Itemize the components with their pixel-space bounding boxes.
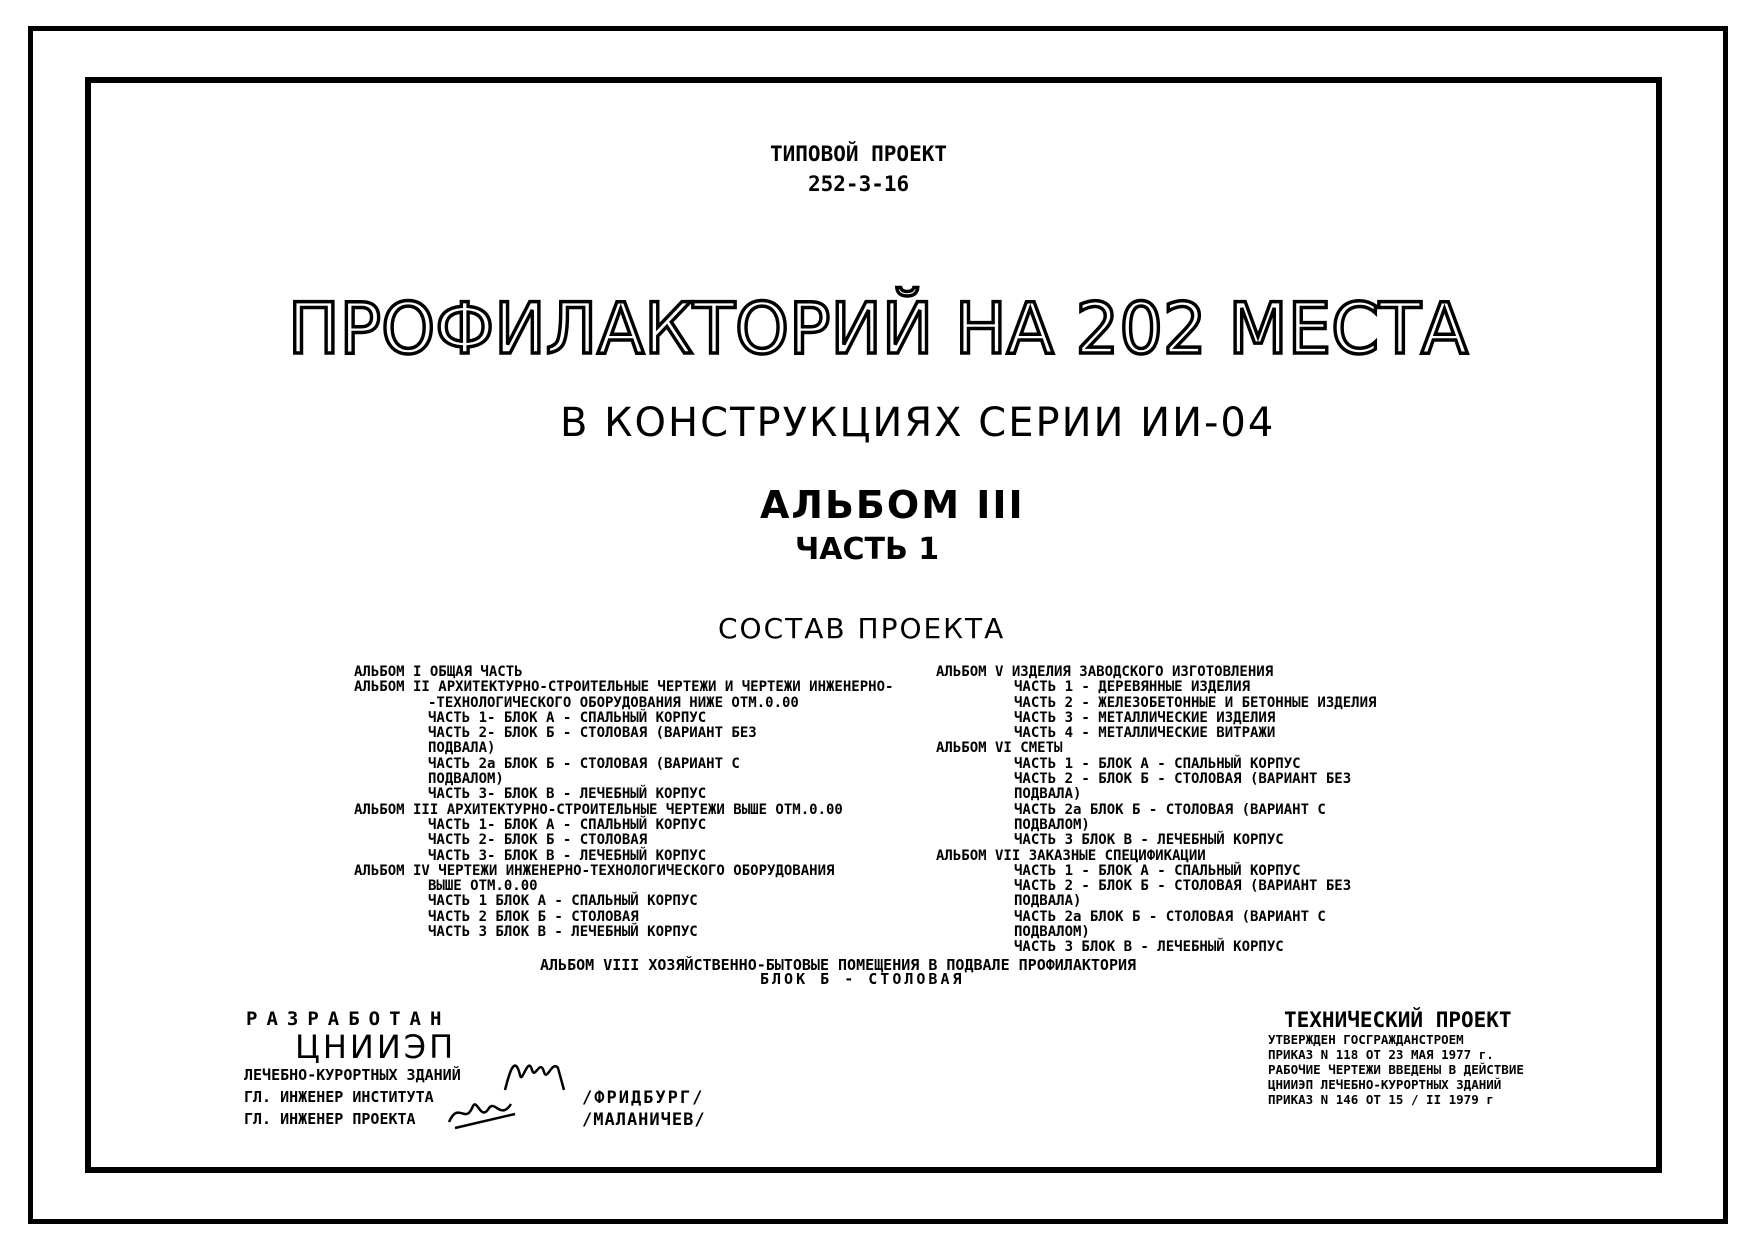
composition-item: ЧАСТЬ 3 БЛОК В - ЛЕЧЕБНЫЙ КОРПУС <box>428 924 698 941</box>
composition-item: ЧАСТЬ 3 - МЕТАЛЛИЧЕСКИЕ ИЗДЕЛИЯ <box>1014 709 1276 726</box>
composition-item: ЧАСТЬ 3 БЛОК В - ЛЕЧЕБНЫЙ КОРПУС <box>1014 939 1284 956</box>
composition-item: АЛЬБОМ II АРХИТЕКТУРНО-СТРОИТЕЛЬНЫЕ ЧЕРТЕЖИ И ЧЕРТЕЖИ ИНЖЕНЕРНО- <box>354 679 894 696</box>
composition-item: ЧАСТЬ 2а БЛОК Б - СТОЛОВАЯ (ВАРИАНТ С <box>1014 801 1326 818</box>
composition-item: ЧАСТЬ 2 - БЛОК Б - СТОЛОВАЯ (ВАРИАНТ БЕЗ <box>1014 878 1352 895</box>
composition-item: ПОДВАЛОМ) <box>428 771 504 788</box>
album-8-line: АЛЬБОМ VIII ХОЗЯЙСТВЕННО-БЫТОВЫЕ ПОМЕЩЕНИЯ В ПОДВАЛЕ ПРОФИЛАКТОРИЯ <box>540 956 1137 974</box>
tech-project-line: РАБОЧИЕ ЧЕРТЕЖИ ВВЕДЕНЫ В ДЕЙСТВИЕ <box>1268 1062 1524 1077</box>
main-title <box>288 285 1478 365</box>
album-8-block: БЛОК Б - СТОЛОВАЯ <box>760 970 965 988</box>
name-malanichev: /МАЛАНИЧЕВ/ <box>582 1110 706 1130</box>
composition-left-column <box>354 665 893 940</box>
tech-project-line: УТВЕРЖДЕН ГОСГРАЖДАНСТРОЕМ <box>1268 1032 1464 1047</box>
composition-item: ЧАСТЬ 2а БЛОК Б - СТОЛОВАЯ (ВАРИАНТ С <box>1014 908 1326 925</box>
main-title-text: ПРОФИЛАКТОРИЙ НА 202 МЕСТА <box>288 288 1469 365</box>
composition-item: ЧАСТЬ 1- БЛОК А - СПАЛЬНЫЙ КОРПУС <box>428 709 707 726</box>
composition-item: ЧАСТЬ 2 - БЛОК Б - СТОЛОВАЯ (ВАРИАНТ БЕЗ <box>1014 771 1352 788</box>
composition-right-column <box>936 665 1376 956</box>
organization-name: ЦНИИЭП <box>295 1028 457 1066</box>
developed-by-label: РАЗРАБОТАН <box>246 1008 451 1030</box>
tech-project-title: ТЕХНИЧЕСКИЙ ПРОЕКТ <box>1284 1008 1512 1032</box>
composition-item: ПОДВАЛА) <box>428 740 496 757</box>
album-label: АЛЬБОМ III <box>760 483 1025 527</box>
composition-item: ЧАСТЬ 1- БЛОК А - СПАЛЬНЫЙ КОРПУС <box>428 816 707 833</box>
composition-item: ЧАСТЬ 1 - БЛОК А - СПАЛЬНЫЙ КОРПУС <box>1014 862 1301 879</box>
composition-item: ВЫШЕ ОТМ.0.00 <box>428 878 538 895</box>
composition-item: ЧАСТЬ 2- БЛОК Б - СТОЛОВАЯ <box>428 832 648 849</box>
composition-item: ЧАСТЬ 3 БЛОК В - ЛЕЧЕБНЫЙ КОРПУС <box>1014 832 1284 849</box>
composition-heading: СОСТАВ ПРОЕКТА <box>718 612 1006 645</box>
name-fridburg: /ФРИДБУРГ/ <box>582 1088 705 1108</box>
part-label: ЧАСТЬ 1 <box>795 532 940 567</box>
composition-item: -ТЕХНОЛОГИЧЕСКОГО ОБОРУДОВАНИЯ НИЖЕ ОТМ.0.00 <box>428 694 799 711</box>
tech-project-line: ПРИКАЗ N 118 ОТ 23 МАЯ 1977 г. <box>1268 1047 1494 1062</box>
tech-project-line: ЦНИИЭП ЛЕЧЕБНО-КУРОРТНЫХ ЗДАНИЙ <box>1268 1077 1502 1092</box>
composition-item: ПОДВАЛОМ) <box>1014 816 1090 833</box>
composition-item: ПОДВАЛОМ) <box>1014 924 1090 941</box>
composition-item: ЧАСТЬ 3- БЛОК В - ЛЕЧЕБНЫЙ КОРПУС <box>428 847 707 864</box>
composition-item: АЛЬБОМ VII ЗАКАЗНЫЕ СПЕЦИФИКАЦИИ <box>936 847 1206 864</box>
tech-project-line: ПРИКАЗ N 146 ОТ 15 / II 1979 г <box>1268 1092 1494 1107</box>
organization-subtitle: ЛЕЧЕБНО-КУРОРТНЫХ ЗДАНИЙ <box>244 1066 461 1084</box>
composition-item: ПОДВАЛА) <box>1014 786 1082 803</box>
composition-item: ПОДВАЛА) <box>1014 893 1082 910</box>
composition-item: ЧАСТЬ 2 БЛОК Б - СТОЛОВАЯ <box>428 908 639 925</box>
project-number: 252-3-16 <box>808 172 910 196</box>
composition-item: АЛЬБОМ III АРХИТЕКТУРНО-СТРОИТЕЛЬНЫЕ ЧЕРТЕЖИ ВЫШЕ ОТМ.0.00 <box>354 801 843 818</box>
composition-item: ЧАСТЬ 1 БЛОК А - СПАЛЬНЫЙ КОРПУС <box>428 893 698 910</box>
composition-item: АЛЬБОМ VI СМЕТЫ <box>936 740 1063 757</box>
composition-item: ЧАСТЬ 2- БЛОК Б - СТОЛОВАЯ (ВАРИАНТ БЕЗ <box>428 725 757 742</box>
subtitle: В КОНСТРУКЦИЯХ СЕРИИ ИИ-04 <box>560 400 1276 446</box>
composition-item: АЛЬБОМ V ИЗДЕЛИЯ ЗАВОДСКОГО ИЗГОТОВЛЕНИЯ <box>936 664 1274 680</box>
tech-project-details <box>1268 1032 1524 1107</box>
composition-item: ЧАСТЬ 2 - ЖЕЛЕЗОБЕТОННЫЕ И БЕТОННЫЕ ИЗДЕЛИЯ <box>1014 694 1377 711</box>
composition-item: ЧАСТЬ 2а БЛОК Б - СТОЛОВАЯ (ВАРИАНТ С <box>428 755 740 772</box>
composition-item: АЛЬБОМ I ОБЩАЯ ЧАСТЬ <box>354 664 523 680</box>
chief-engineer-project: ГЛ. ИНЖЕНЕР ПРОЕКТА <box>244 1110 416 1128</box>
chief-engineer-institute: ГЛ. ИНЖЕНЕР ИНСТИТУТА <box>244 1088 434 1106</box>
signature-2 <box>445 1092 525 1132</box>
composition-item: ЧАСТЬ 4 - МЕТАЛЛИЧЕСКИЕ ВИТРАЖИ <box>1014 725 1276 742</box>
composition-item: ЧАСТЬ 1 - ДЕРЕВЯННЫЕ ИЗДЕЛИЯ <box>1014 679 1251 696</box>
composition-item: ЧАСТЬ 3- БЛОК В - ЛЕЧЕБНЫЙ КОРПУС <box>428 786 707 803</box>
project-type: ТИПОВОЙ ПРОЕКТ <box>770 142 948 166</box>
composition-item: АЛЬБОМ IV ЧЕРТЕЖИ ИНЖЕНЕРНО-ТЕХНОЛОГИЧЕСКОГО ОБОРУДОВАНИЯ <box>354 862 835 879</box>
composition-item: ЧАСТЬ 1 - БЛОК А - СПАЛЬНЫЙ КОРПУС <box>1014 755 1301 772</box>
